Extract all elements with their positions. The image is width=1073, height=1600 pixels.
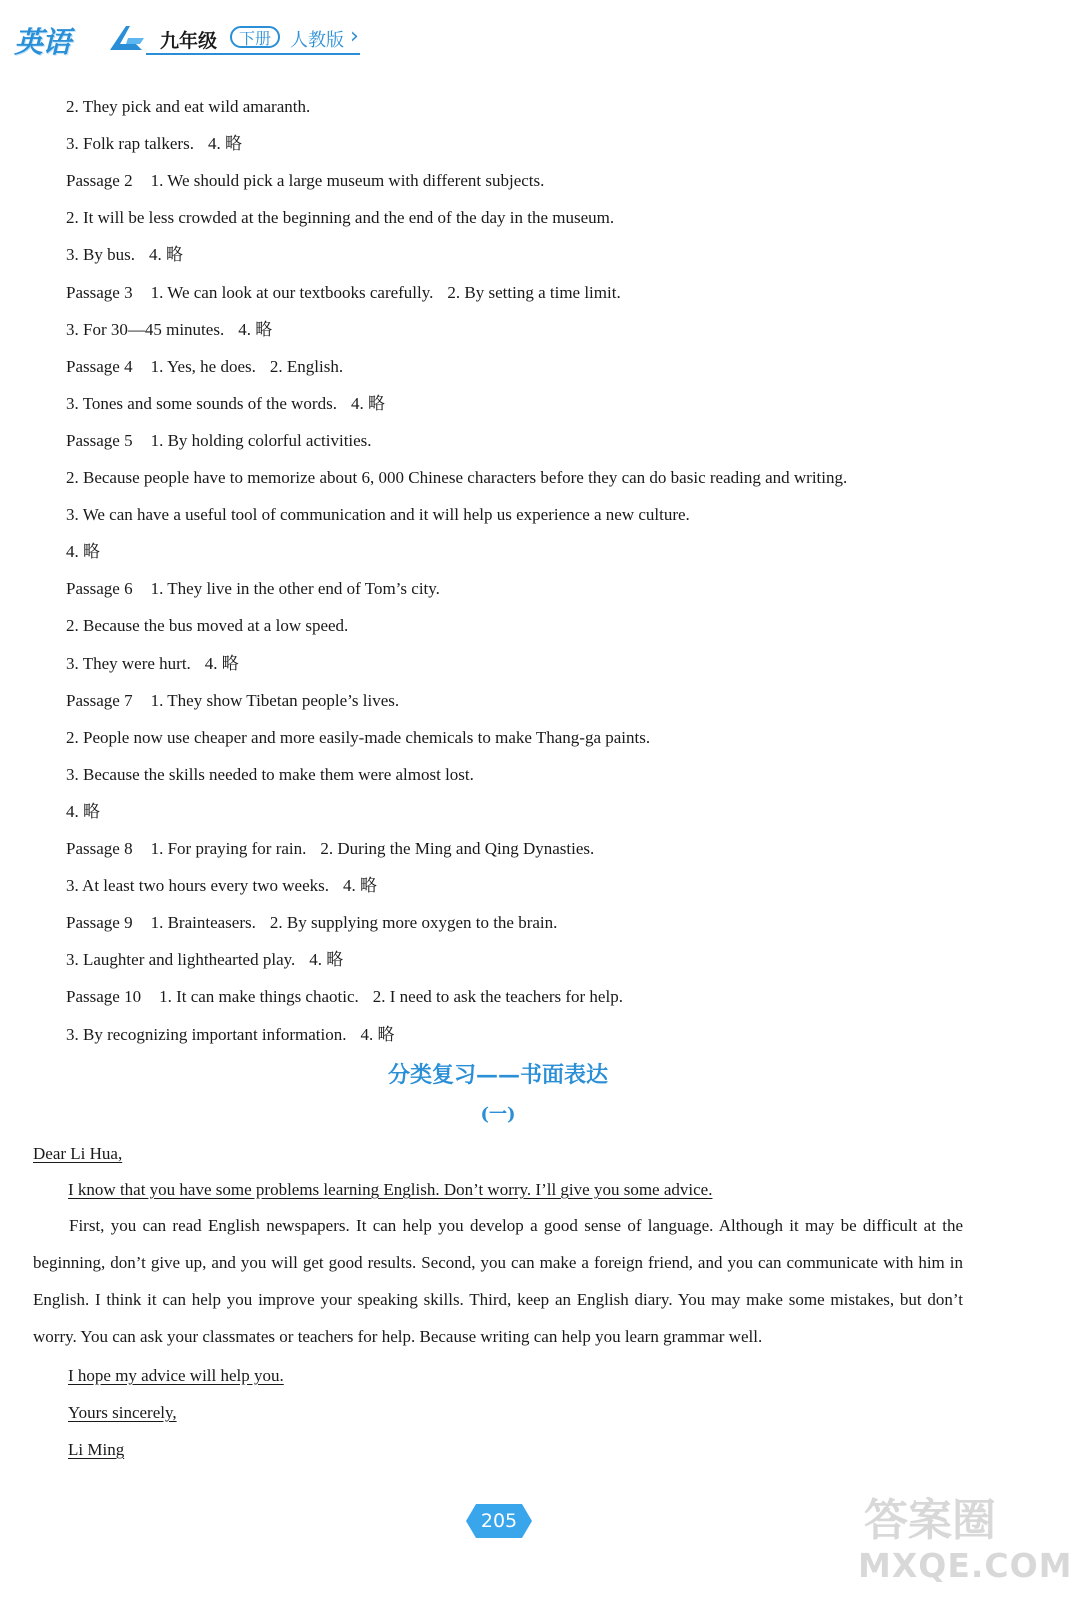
answer-item: 1. Brainteasers.: [150, 913, 256, 933]
edition-label: 人教版: [290, 30, 344, 51]
answer-line: [66, 542, 100, 562]
page-header: [14, 20, 374, 60]
answer-line: [66, 1025, 394, 1045]
answer-item: 4. 略: [66, 801, 100, 821]
answer-line: [66, 171, 544, 191]
page-number-badge: [466, 1504, 532, 1538]
answer-item: 1. Yes, he does.: [150, 356, 256, 376]
answer-item: 4. 略: [350, 393, 385, 413]
section-subtitle: (一): [480, 1104, 516, 1125]
letter-signoff: Yours sincerely,: [68, 1403, 177, 1422]
answer-item: 4. 略: [207, 134, 242, 154]
answer-item: 3. We can have a useful tool of communication and it will help us experience a new culture.: [66, 505, 690, 525]
answer-line: [66, 765, 474, 785]
answer-item: 2. During the Ming and Qing Dynasties.: [320, 839, 595, 858]
answer-line: [66, 987, 623, 1007]
grade-label: 九年级: [160, 30, 218, 52]
answer-line: [66, 320, 272, 340]
section-title: 分类复习——书面表达: [387, 1062, 608, 1088]
answer-line: [66, 431, 372, 451]
answer-line: [66, 950, 343, 970]
answer-item: 1. We can look at our textbooks carefully.: [150, 282, 434, 302]
answer-item: 2. By setting a time limit.: [447, 282, 621, 302]
answer-item: 4. 略: [309, 950, 344, 970]
answer-line: [66, 728, 650, 748]
page-number: 205: [480, 1510, 518, 1532]
answer-item: 3. Laughter and lighthearted play.: [66, 950, 296, 970]
passage-label: Passage 5: [66, 430, 133, 450]
answer-item: 3. They were hurt.: [66, 653, 191, 673]
brand-logo: 英语: [14, 25, 71, 59]
answer-item: 2. It will be less crowded at the beginning and the end of the day in the museum.: [66, 208, 615, 228]
answer-item: 4. 略: [148, 245, 183, 265]
answer-line: [66, 97, 310, 117]
passage-label: Passage 10: [66, 987, 142, 1007]
answer-line: [66, 913, 557, 933]
answer-item: 2. English.: [269, 356, 344, 376]
letter-greeting: Dear Li Hua,: [33, 1144, 123, 1163]
answer-line: [66, 505, 690, 525]
letter-signature: Li Ming: [68, 1440, 125, 1459]
answer-item: 4. 略: [360, 1024, 395, 1044]
answer-item: 2. People now use cheaper and more easily-made chemicals to make Thang-ga paints.: [66, 727, 651, 747]
answer-item: 3. For 30—45 minutes.: [66, 319, 225, 339]
answer-item: 1. We should pick a large museum with different subjects.: [150, 171, 545, 191]
answer-line: [66, 654, 239, 674]
answer-item: 2. They pick and eat wild amaranth.: [66, 97, 311, 116]
answer-item: 3. Because the skills needed to make them were almost lost.: [66, 764, 474, 784]
answer-item: 1. For praying for rain.: [150, 839, 307, 858]
chevron-right-icon: ›: [350, 24, 359, 49]
answer-item: 2. Because people have to memorize about 6, 000 Chinese characters before they can do basic reading and writing.: [66, 468, 848, 487]
answer-line: [66, 357, 343, 377]
watermark-logo-cn: 答案圈: [864, 1495, 996, 1546]
answer-item: 4. 略: [66, 542, 100, 562]
answer-item: 3. At least two hours every two weeks.: [66, 876, 329, 896]
answer-item: 1. They live in the other end of Tom’s city.: [150, 579, 440, 599]
answer-item: 1. It can make things chaotic.: [159, 987, 359, 1007]
passage-label: Passage 7: [66, 690, 133, 710]
answer-line: [66, 876, 377, 896]
answer-line: [66, 579, 440, 599]
passage-label: Passage 4: [66, 356, 133, 376]
answer-line: [66, 616, 348, 636]
answer-item: 2. Because the bus moved at a low speed.: [66, 616, 349, 636]
passage-label: Passage 8: [66, 839, 133, 858]
volume-badge: 下册: [230, 26, 280, 48]
answer-item: 2. By supplying more oxygen to the brain.: [269, 913, 558, 933]
answer-item: 3. Tones and some sounds of the words.: [66, 393, 337, 413]
answer-item: 3. Folk rap talkers.: [66, 134, 194, 154]
letter-body: First, you can read English newspapers. It can help you develop a good sense of language. Although it may be difficult at the beginning, don’t give up, and you will get good results. Second, you can make a foreign friend, and you can communicate with him in English. I think it can help you improve your speaking skills. Third, keep an English diary. You may make some mistakes, but don’t worry. You can ask your classmates or teachers for help. Because writing can help you learn grammar well.: [33, 1216, 963, 1346]
passage-label: Passage 2: [66, 171, 133, 191]
watermark: [856, 1484, 1073, 1594]
watermark-logo-en: MXQE.COM: [858, 1546, 1073, 1585]
passage-label: Passage 3: [66, 282, 133, 302]
answer-line: [66, 839, 594, 859]
answer-item: 4. 略: [204, 653, 239, 673]
answer-item: 4. 略: [342, 876, 377, 896]
answer-line: [66, 691, 399, 711]
answer-item: 2. I need to ask the teachers for help.: [372, 987, 623, 1007]
answer-line: [66, 802, 100, 822]
logo-mark-icon: [106, 22, 148, 54]
answer-line: [66, 134, 242, 154]
passage-label: Passage 9: [66, 913, 133, 933]
answer-item: 3. By bus.: [66, 245, 135, 265]
answer-line: [66, 394, 385, 414]
answer-item: 1. They show Tibetan people’s lives.: [150, 690, 400, 710]
answer-item: 3. By recognizing important information.: [66, 1024, 347, 1044]
passage-label: Passage 6: [66, 579, 133, 599]
letter-closing: I hope my advice will help you.: [68, 1366, 284, 1385]
letter-opening: I know that you have some problems learning English. Don’t worry. I’ll give you some advice.: [68, 1180, 713, 1199]
answer-line: [66, 208, 614, 228]
answer-line: [66, 468, 847, 488]
answer-line: [66, 245, 183, 265]
answer-item: 1. By holding colorful activities.: [150, 430, 372, 450]
answer-line: [66, 283, 621, 303]
answer-item: 4. 略: [238, 319, 273, 339]
